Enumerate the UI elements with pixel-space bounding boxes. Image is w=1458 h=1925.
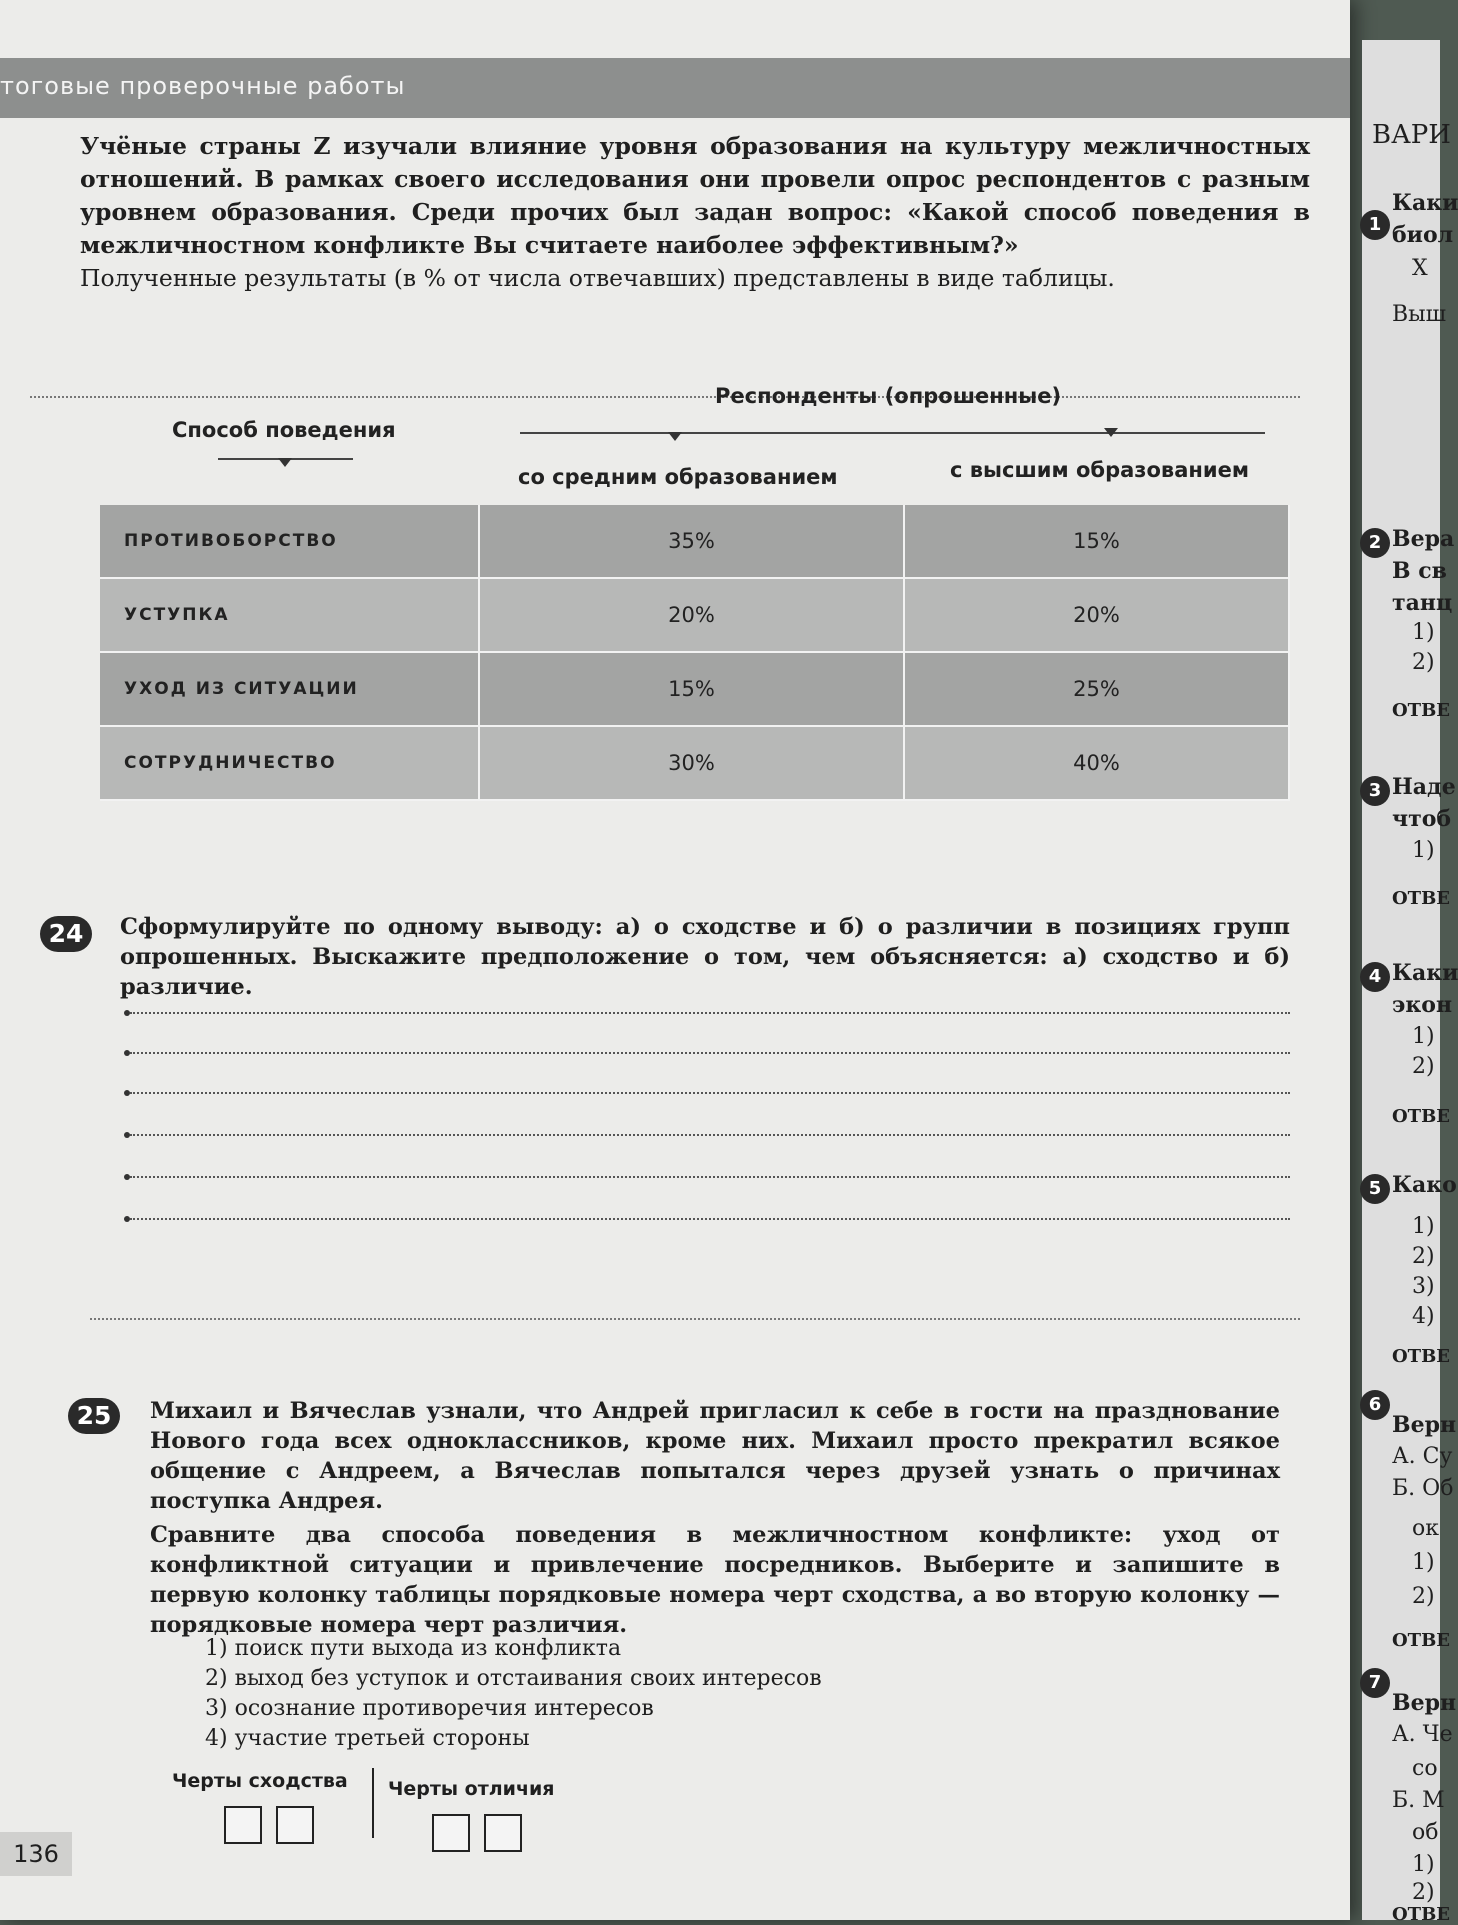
next-page-title: ВАРИ xyxy=(1372,120,1451,150)
row-label: УХОД ИЗ СИТУАЦИИ xyxy=(100,653,480,727)
cell-secondary: 15% xyxy=(480,653,905,727)
next-page-fragment: ОТВЕ xyxy=(1392,1346,1451,1367)
next-page-fragment: Х xyxy=(1412,256,1428,281)
next-page-fragment: В св xyxy=(1392,558,1447,584)
col-header-higher: с высшим образованием xyxy=(950,458,1249,482)
running-header-title: тоговые проверочные работы xyxy=(0,72,406,100)
next-page-fragment: 1) xyxy=(1412,1214,1435,1239)
separator-line xyxy=(30,396,1300,398)
next-page-fragment: со xyxy=(1412,1756,1438,1781)
answer-box[interactable] xyxy=(224,1806,262,1844)
next-page-fragment: ОТВЕ xyxy=(1392,888,1451,909)
question-number-badge: 1 xyxy=(1360,210,1390,240)
next-page-fragment: 2) xyxy=(1412,1054,1435,1079)
answer-line[interactable] xyxy=(130,1134,1290,1136)
next-page-fragment: 2) xyxy=(1412,650,1435,675)
question-number-badge: 3 xyxy=(1360,776,1390,806)
similar-features-label: Черты сходства xyxy=(172,1770,348,1792)
next-page-fragment: танц xyxy=(1392,590,1453,616)
question-number-badge: 7 xyxy=(1360,1668,1390,1698)
next-page-fragment: ОТВЕ xyxy=(1392,1630,1451,1651)
answer-line[interactable] xyxy=(130,1218,1290,1220)
next-page-fragment: 1) xyxy=(1412,838,1435,863)
cell-higher: 40% xyxy=(905,727,1290,801)
cell-higher: 20% xyxy=(905,579,1290,653)
running-header xyxy=(0,58,1350,118)
arrow-down-icon xyxy=(668,432,682,441)
next-page-fragment: Наде xyxy=(1392,774,1456,800)
next-page-fragment: А. Су xyxy=(1392,1444,1453,1469)
next-page-fragment: 2) xyxy=(1412,1584,1435,1609)
row-label: ПРОТИВОБОРСТВО xyxy=(100,505,480,579)
intro-results-note: Полученные результаты (в % от числа отвечавших) представлены в виде таблицы. xyxy=(80,264,1115,292)
next-page-fragment: ОТВЕ xyxy=(1392,700,1451,721)
col-header-respondents: Респонденты (опрошенные) xyxy=(715,384,1062,408)
next-page-fragment: Каки xyxy=(1392,190,1458,216)
next-page-fragment: ок xyxy=(1412,1516,1439,1541)
next-page-fragment: об xyxy=(1412,1820,1439,1845)
answer-line[interactable] xyxy=(130,1012,1290,1014)
next-page-fragment: Выш xyxy=(1392,302,1447,327)
row-label: СОТРУДНИЧЕСТВО xyxy=(100,727,480,801)
next-page-fragment: 3) xyxy=(1412,1274,1435,1299)
col-header-behavior: Способ поведения xyxy=(172,418,396,442)
question-number-badge: 6 xyxy=(1360,1390,1390,1420)
col-header-secondary: со средним образованием xyxy=(518,465,838,489)
next-page-fragment: чтоб xyxy=(1392,806,1452,832)
next-page-fragment: 1) xyxy=(1412,1550,1435,1575)
question-24-text: Сформулируйте по одному выводу: а) о сходстве и б) о различии в позициях групп опрошенных. Выскажите предположение о том, чем объясняется: а) сходство и б) различие. xyxy=(120,914,1290,1000)
question-number-badge: 24 xyxy=(40,916,92,952)
answer-box[interactable] xyxy=(276,1806,314,1844)
next-page-fragment: А. Че xyxy=(1392,1722,1453,1747)
question-25-story: Михаил и Вячеслав узнали, что Андрей пригласил к себе в гости на празднование Нового года всех одноклассников, кроме них. Михаил просто прекратил всякое общение с Андреем, а Вячеслав попытался через друзей узнать о причинах поступка Андрея. xyxy=(150,1398,1280,1514)
cell-higher: 15% xyxy=(905,505,1290,579)
next-page-fragment: Верн xyxy=(1392,1412,1457,1438)
task-intro xyxy=(80,130,1310,295)
option-item: 4) участие третьей стороны xyxy=(205,1726,530,1751)
next-page-fragment: 1) xyxy=(1412,1024,1435,1049)
next-page-fragment: 1) xyxy=(1412,620,1435,645)
next-page-fragment: Верн xyxy=(1392,1690,1457,1716)
adjacent-page-strip xyxy=(1362,40,1458,1925)
arrow-down-icon xyxy=(278,458,292,467)
next-page-fragment: ОТВЕ xyxy=(1392,1904,1451,1925)
question-number-badge: 2 xyxy=(1360,528,1390,558)
next-page-fragment: Вера xyxy=(1392,526,1455,552)
option-item: 3) осознание противоречия интересов xyxy=(205,1696,654,1721)
question-25-task: Сравните два способа поведения в межличностном конфликте: уход от конфликтной ситуации и привлечение посредников. Выберите и запишите в первую колонку таблицы порядковые номера черт сходства, а во вторую колонку — порядковые номера черт различия. xyxy=(150,1522,1280,1638)
question-number-badge: 5 xyxy=(1360,1174,1390,1204)
cell-secondary: 30% xyxy=(480,727,905,801)
question-number-badge: 4 xyxy=(1360,962,1390,992)
next-page-fragment: Б. М xyxy=(1392,1788,1445,1813)
answer-divider xyxy=(372,1768,374,1838)
row-label: УСТУПКА xyxy=(100,579,480,653)
intro-question: Учёные страны Z изучали влияние уровня образования на культуру межличностных отношений. В рамках своего исследования они провели опрос респондентов с разным уровнем образования. Среди прочих был задан вопрос: «Какой способ поведения в межличностном конфликте Вы считаете наиболее эффективным?» xyxy=(80,132,1310,259)
next-page-fragment: Б. Об xyxy=(1392,1476,1454,1501)
option-item: 1) поиск пути выхода из конфликта xyxy=(205,1636,622,1661)
cell-higher: 25% xyxy=(905,653,1290,727)
results-table xyxy=(100,505,1290,801)
answer-options xyxy=(205,1634,822,1754)
answer-line[interactable] xyxy=(130,1092,1290,1094)
answer-line[interactable] xyxy=(130,1176,1290,1178)
header-underline xyxy=(520,432,1265,434)
next-page-fragment: 2) xyxy=(1412,1244,1435,1269)
next-page-fragment: биол xyxy=(1392,222,1454,248)
arrow-down-icon xyxy=(1104,428,1118,437)
answer-box[interactable] xyxy=(432,1814,470,1852)
separator-line xyxy=(90,1318,1300,1320)
next-page-fragment: 4) xyxy=(1412,1304,1435,1329)
different-features-label: Черты отличия xyxy=(388,1778,555,1800)
cell-secondary: 35% xyxy=(480,505,905,579)
next-page-fragment: экон xyxy=(1392,992,1453,1018)
next-page-fragment: Како xyxy=(1392,1172,1457,1198)
next-page-fragment: 2) xyxy=(1412,1880,1435,1905)
next-page-fragment: 1) xyxy=(1412,1852,1435,1877)
next-page-fragment: ОТВЕ xyxy=(1392,1106,1451,1127)
page-number: 136 xyxy=(0,1832,72,1876)
cell-secondary: 20% xyxy=(480,579,905,653)
next-page-fragment: Каки xyxy=(1392,960,1458,986)
option-item: 2) выход без уступок и отстаивания своих интересов xyxy=(205,1666,822,1691)
answer-box[interactable] xyxy=(484,1814,522,1852)
answer-line[interactable] xyxy=(130,1052,1290,1054)
question-number-badge: 25 xyxy=(68,1398,120,1434)
